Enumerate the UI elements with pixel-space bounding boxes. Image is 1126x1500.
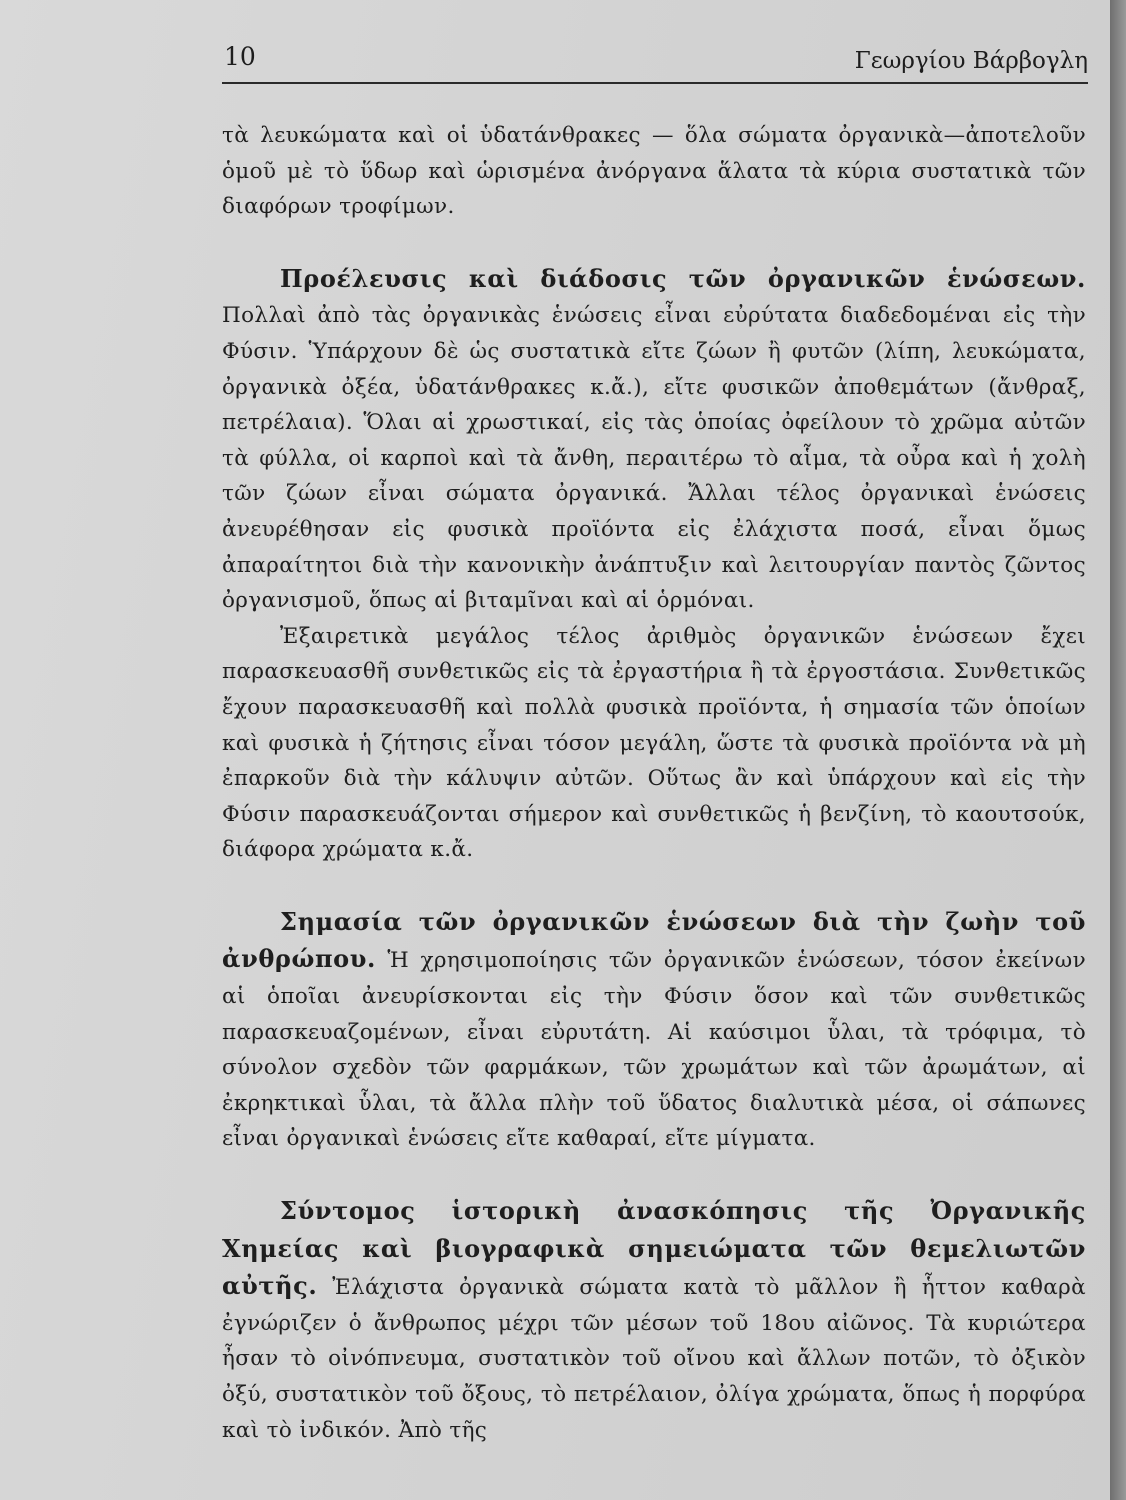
section-heading: Προέλευσις καὶ διάδοσις τῶν ὀργανικῶν ἑνώσεων. (280, 263, 1086, 293)
paragraph-text: τὰ λευκώματα καὶ οἱ ὑδατάνθρακες — ὅλα σώματα ὀργανικὰ—ἀποτελοῦν ὁμοῦ μὲ τὸ ὕδωρ καὶ ὡρισμένα ἀνόργανα ἅλατα τὰ κύρια συστατικὰ τῶν διαφόρων τροφίμων. (222, 123, 1086, 220)
section-heading: Σύντομος ἱστορικὴ ἀνασκόπησις τῆς Ὀργανικῆς Χημείας καὶ βιογραφικὰ σημειώματα τῶν θεμελιωτῶν αὐτῆς. (222, 1196, 1086, 1301)
page-edge (1110, 0, 1126, 1500)
section-importance (222, 904, 1086, 1157)
page-number: 10 (224, 42, 256, 71)
section-gap (222, 868, 1086, 904)
paragraph-intro (222, 118, 1086, 225)
paragraph-text: Ἐλάχιστα ὀργανικὰ σώματα κατὰ τὸ μᾶλλον ἢ ἧττον καθαρὰ ἐγνώριζεν ὁ ἄνθρωπος μέχρι τῶν μέσων τοῦ 18ου αἰῶνος. Τὰ κυριώτερα ἦσαν τὸ οἰνόπνευμα, συστατικὸν τοῦ οἴνου καὶ ἄλλων ποτῶν, τὸ ὀξικὸν ὀξύ, συστατικὸν τοῦ ὄξους, τὸ πετρέλαιον, ὀλίγα χρώματα, ὅπως ἡ πορφύρα καὶ τὸ ἰνδικόν. Ἀπὸ τῆς (222, 1275, 1086, 1443)
section-heading: Σημασία τῶν ὀργανικῶν ἑνώσεων διὰ τὴν ζωὴν τοῦ ἀνθρώπου. (222, 906, 1086, 974)
page-header (222, 34, 1088, 84)
paragraph-text: Ἡ χρησιμοποίησις τῶν ὀργανικῶν ἑνώσεων, τόσον ἐκείνων αἱ ὁποῖαι ἀνευρίσκονται εἰς τὴν Φύσιν ὅσον καὶ τῶν συνθετικῶς παρασκευαζομένων, εἶναι εὐρυτάτη. Αἱ καύσιμοι ὗλαι, τὰ τρόφιμα, τὸ σύνολον σχεδὸν τῶν φαρμάκων, τῶν χρωμάτων καὶ τῶν ἀρωμάτων, αἱ ἐκρηκτικαὶ ὗλαι, τὰ ἄλλα πλὴν τοῦ ὕδατος διαλυτικὰ μέσα, οἱ σάπωνες εἶναι ὀργανικαὶ ἑνώσεις εἴτε καθαραί, εἴτε μίγματα. (222, 948, 1086, 1152)
section-gap (222, 1157, 1086, 1193)
header-rule (222, 82, 1088, 84)
paragraph-text: Πολλαὶ ἀπὸ τὰς ὀργανικὰς ἑνώσεις εἶναι εὐρύτατα διαδεδομέναι εἰς τὴν Φύσιν. Ὑπάρχουν δὲ ὡς συστατικὰ εἴτε ζώων ἢ φυτῶν (λίπη, λευκώματα, ὀργανικὰ ὀξέα, ὑδατάνθρακες κ.ἄ.), εἴτε φυσικῶν ἀποθεμάτων (ἄνθραξ, πετρέλαια). Ὅλαι αἱ χρωστικαί, εἰς τὰς ὁποίας ὀφείλουν τὸ χρῶμα αὐτῶν τὰ φύλλα, οἱ καρποὶ καὶ τὰ ἄνθη, περαιτέρω τὸ αἷμα, τὰ οὖρα καὶ ἡ χολὴ τῶν ζώων εἶναι σώματα ὀργανικά. Ἄλλαι τέλος ὀργανικαὶ ἑνώσεις ἀνευρέθησαν εἰς φυσικὰ προϊόντα εἰς ἐλάχιστα ποσά, εἶναι ὅμως ἀπαραίτητοι διὰ τὴν κανονικὴν ἀνάπτυξιν καὶ λειτουργίαν παντὸς ζῶντος ὀργανισμοῦ, ὅπως αἱ βιταμῖναι καὶ αἱ ὁρμόναι. (222, 303, 1086, 614)
section-origin (222, 261, 1086, 619)
paragraph-text: Ἐξαιρετικὰ μεγάλος τέλος ἀριθμὸς ὀργανικῶν ἑνώσεων ἔχει παρασκευασθῆ συνθετικῶς εἰς τὰ ἐργαστήρια ἢ τὰ ἐργοστάσια. Συνθετικῶς ἔχουν παρασκευασθῆ καὶ πολλὰ φυσικὰ προϊόντα, ἡ σημασία τῶν ὁποίων καὶ φυσικὰ ἡ ζήτησις εἶναι τόσον μεγάλη, ὥστε τὰ φυσικὰ προϊόντα νὰ μὴ ἐπαρκοῦν διὰ τὴν κάλυψιν αὐτῶν. Οὕτως ἂν καὶ ὑπάρχουν καὶ εἰς τὴν Φύσιν παρασκευάζονται σήμερον καὶ συνθετικῶς ἡ βενζίνη, τὸ καουτσούκ, διάφορα χρώματα κ.ἄ. (222, 623, 1086, 863)
section-history (222, 1193, 1086, 1448)
section-gap (222, 225, 1086, 261)
body-text (222, 118, 1086, 1448)
paragraph-synthetic (222, 619, 1086, 868)
running-head: Γεωργίου Βάρβογλη (854, 48, 1088, 74)
